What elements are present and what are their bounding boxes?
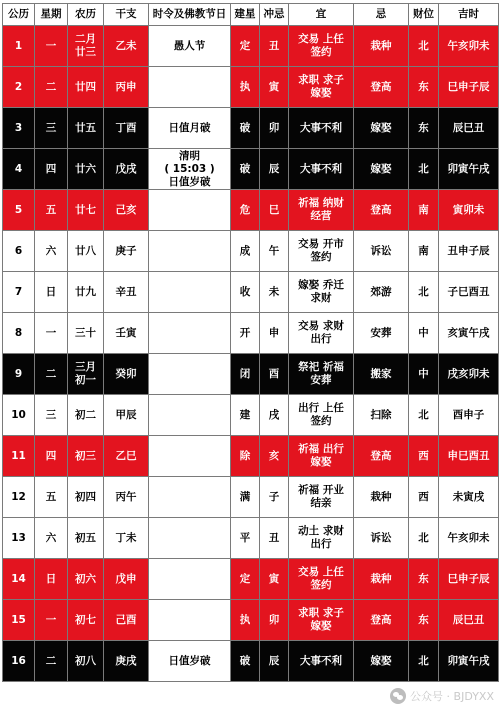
weekday-cell: 三 <box>35 108 68 149</box>
caiwei-cell: 北 <box>409 26 439 67</box>
chongji-cell: 寅 <box>260 559 289 600</box>
jishi-cell: 酉申子 <box>439 395 499 436</box>
weekday-cell: 六 <box>35 231 68 272</box>
ji-cell: 郊游 <box>354 272 409 313</box>
ji-cell: 登高 <box>354 600 409 641</box>
jianxing-cell: 破 <box>231 108 260 149</box>
chongji-cell: 未 <box>260 272 289 313</box>
weekday-cell: 一 <box>35 26 68 67</box>
ganzhi-cell: 甲辰 <box>104 395 149 436</box>
weekday-cell: 五 <box>35 477 68 518</box>
table-row <box>3 641 499 682</box>
ganzhi-cell: 辛丑 <box>104 272 149 313</box>
yi-cell: 求职 求子 嫁娶 <box>289 67 354 108</box>
ji-cell: 安葬 <box>354 313 409 354</box>
chongji-cell: 巳 <box>260 190 289 231</box>
date-cell: 8 <box>3 313 35 354</box>
jianxing-cell: 成 <box>231 231 260 272</box>
caiwei-cell: 北 <box>409 149 439 190</box>
column-header: 吉时 <box>439 4 499 26</box>
weekday-cell: 日 <box>35 559 68 600</box>
caiwei-cell: 北 <box>409 272 439 313</box>
weekday-cell: 二 <box>35 641 68 682</box>
ji-cell: 扫除 <box>354 395 409 436</box>
column-header: 星期 <box>35 4 68 26</box>
chongji-cell: 酉 <box>260 354 289 395</box>
ji-cell: 栽种 <box>354 26 409 67</box>
ganzhi-cell: 戊申 <box>104 559 149 600</box>
table-row <box>3 436 499 477</box>
lunar-cell: 二月 廿三 <box>68 26 104 67</box>
jianxing-cell: 除 <box>231 436 260 477</box>
festival-cell <box>149 559 231 600</box>
date-cell: 7 <box>3 272 35 313</box>
ganzhi-cell: 丁未 <box>104 518 149 559</box>
jianxing-cell: 建 <box>231 395 260 436</box>
jishi-cell: 辰巳丑 <box>439 600 499 641</box>
festival-cell <box>149 190 231 231</box>
weekday-cell: 六 <box>35 518 68 559</box>
column-header: 财位 <box>409 4 439 26</box>
column-header: 时令及佛教节日 <box>149 4 231 26</box>
jianxing-cell: 危 <box>231 190 260 231</box>
jianxing-cell: 平 <box>231 518 260 559</box>
weekday-cell: 四 <box>35 436 68 477</box>
table-row <box>3 272 499 313</box>
date-cell: 4 <box>3 149 35 190</box>
column-header: 农历 <box>68 4 104 26</box>
caiwei-cell: 中 <box>409 354 439 395</box>
jishi-cell: 午亥卯未 <box>439 518 499 559</box>
weekday-cell: 四 <box>35 149 68 190</box>
festival-cell <box>149 67 231 108</box>
caiwei-cell: 中 <box>409 313 439 354</box>
ganzhi-cell: 己酉 <box>104 600 149 641</box>
ji-cell: 嫁娶 <box>354 108 409 149</box>
yi-cell: 祈福 纳财 经营 <box>289 190 354 231</box>
watermark-text: 公众号 · BJDYXX <box>410 690 494 703</box>
festival-cell <box>149 395 231 436</box>
column-header: 冲忌 <box>260 4 289 26</box>
jianxing-cell: 开 <box>231 313 260 354</box>
festival-cell <box>149 313 231 354</box>
lunar-cell: 三月 初一 <box>68 354 104 395</box>
jianxing-cell: 破 <box>231 641 260 682</box>
table-row <box>3 559 499 600</box>
caiwei-cell: 南 <box>409 190 439 231</box>
ganzhi-cell: 戊戌 <box>104 149 149 190</box>
jianxing-cell: 破 <box>231 149 260 190</box>
table-row <box>3 149 499 190</box>
yi-cell: 交易 开市 签约 <box>289 231 354 272</box>
table-row <box>3 67 499 108</box>
chongji-cell: 子 <box>260 477 289 518</box>
ji-cell: 登高 <box>354 67 409 108</box>
date-cell: 5 <box>3 190 35 231</box>
jishi-cell: 子巳酉丑 <box>439 272 499 313</box>
jishi-cell: 戌亥卯未 <box>439 354 499 395</box>
jishi-cell: 未寅戌 <box>439 477 499 518</box>
yi-cell: 祭祀 祈福 安葬 <box>289 354 354 395</box>
date-cell: 2 <box>3 67 35 108</box>
weekday-cell: 五 <box>35 190 68 231</box>
ganzhi-cell: 壬寅 <box>104 313 149 354</box>
weekday-cell: 二 <box>35 67 68 108</box>
ganzhi-cell: 癸卯 <box>104 354 149 395</box>
date-cell: 6 <box>3 231 35 272</box>
jishi-cell: 巳申子辰 <box>439 559 499 600</box>
ji-cell: 嫁娶 <box>354 641 409 682</box>
calendar-table <box>2 3 499 682</box>
jianxing-cell: 定 <box>231 26 260 67</box>
table-row <box>3 190 499 231</box>
column-header: 干支 <box>104 4 149 26</box>
lunar-cell: 廿七 <box>68 190 104 231</box>
jianxing-cell: 闭 <box>231 354 260 395</box>
ganzhi-cell: 己亥 <box>104 190 149 231</box>
table-row <box>3 600 499 641</box>
jishi-cell: 辰巳丑 <box>439 108 499 149</box>
yi-cell: 动土 求财 出行 <box>289 518 354 559</box>
yi-cell: 出行 上任 签约 <box>289 395 354 436</box>
date-cell: 10 <box>3 395 35 436</box>
lunar-cell: 廿六 <box>68 149 104 190</box>
table-row <box>3 26 499 67</box>
festival-cell <box>149 272 231 313</box>
header-row <box>3 4 499 26</box>
table-row <box>3 231 499 272</box>
ganzhi-cell: 丙申 <box>104 67 149 108</box>
caiwei-cell: 北 <box>409 518 439 559</box>
lunar-cell: 初二 <box>68 395 104 436</box>
chongji-cell: 寅 <box>260 67 289 108</box>
date-cell: 11 <box>3 436 35 477</box>
date-cell: 13 <box>3 518 35 559</box>
festival-cell: 清明 ( 15:03 ) 日值岁破 <box>149 149 231 190</box>
table-row <box>3 313 499 354</box>
chongji-cell: 丑 <box>260 26 289 67</box>
jianxing-cell: 收 <box>231 272 260 313</box>
lunar-cell: 初六 <box>68 559 104 600</box>
ganzhi-cell: 丙午 <box>104 477 149 518</box>
jishi-cell: 卯寅午戌 <box>439 149 499 190</box>
caiwei-cell: 南 <box>409 231 439 272</box>
ganzhi-cell: 丁酉 <box>104 108 149 149</box>
column-header: 忌 <box>354 4 409 26</box>
chongji-cell: 亥 <box>260 436 289 477</box>
date-cell: 14 <box>3 559 35 600</box>
jishi-cell: 申巳酉丑 <box>439 436 499 477</box>
festival-cell: 愚人节 <box>149 26 231 67</box>
ji-cell: 栽种 <box>354 559 409 600</box>
festival-cell: 日值岁破 <box>149 641 231 682</box>
chongji-cell: 辰 <box>260 641 289 682</box>
yi-cell: 交易 求财 出行 <box>289 313 354 354</box>
weekday-cell: 三 <box>35 395 68 436</box>
ganzhi-cell: 乙未 <box>104 26 149 67</box>
yi-cell: 交易 上任 签约 <box>289 26 354 67</box>
jianxing-cell: 执 <box>231 600 260 641</box>
ji-cell: 登高 <box>354 190 409 231</box>
caiwei-cell: 北 <box>409 641 439 682</box>
ji-cell: 诉讼 <box>354 231 409 272</box>
caiwei-cell: 东 <box>409 67 439 108</box>
jianxing-cell: 定 <box>231 559 260 600</box>
chongji-cell: 申 <box>260 313 289 354</box>
lunar-cell: 初七 <box>68 600 104 641</box>
lunar-cell: 廿五 <box>68 108 104 149</box>
lunar-cell: 廿九 <box>68 272 104 313</box>
weekday-cell: 一 <box>35 600 68 641</box>
lunar-cell: 初四 <box>68 477 104 518</box>
caiwei-cell: 东 <box>409 559 439 600</box>
ji-cell: 诉讼 <box>354 518 409 559</box>
caiwei-cell: 东 <box>409 108 439 149</box>
caiwei-cell: 北 <box>409 395 439 436</box>
wechat-icon <box>390 688 406 704</box>
date-cell: 9 <box>3 354 35 395</box>
ganzhi-cell: 乙巳 <box>104 436 149 477</box>
yi-cell: 大事不利 <box>289 641 354 682</box>
festival-cell <box>149 518 231 559</box>
lunar-cell: 初三 <box>68 436 104 477</box>
yi-cell: 交易 上任 签约 <box>289 559 354 600</box>
festival-cell <box>149 436 231 477</box>
weekday-cell: 日 <box>35 272 68 313</box>
table-row <box>3 108 499 149</box>
lunar-cell: 初八 <box>68 641 104 682</box>
yi-cell: 大事不利 <box>289 108 354 149</box>
watermark <box>390 688 494 704</box>
jianxing-cell: 执 <box>231 67 260 108</box>
chongji-cell: 戌 <box>260 395 289 436</box>
table-row <box>3 477 499 518</box>
table-row <box>3 354 499 395</box>
festival-cell: 日值月破 <box>149 108 231 149</box>
ji-cell: 栽种 <box>354 477 409 518</box>
column-header: 建星 <box>231 4 260 26</box>
caiwei-cell: 东 <box>409 600 439 641</box>
festival-cell <box>149 354 231 395</box>
caiwei-cell: 西 <box>409 436 439 477</box>
lunar-cell: 廿四 <box>68 67 104 108</box>
column-header: 宜 <box>289 4 354 26</box>
chongji-cell: 辰 <box>260 149 289 190</box>
weekday-cell: 一 <box>35 313 68 354</box>
chongji-cell: 丑 <box>260 518 289 559</box>
lunar-cell: 三十 <box>68 313 104 354</box>
calendar-body <box>3 26 499 682</box>
weekday-cell: 二 <box>35 354 68 395</box>
date-cell: 1 <box>3 26 35 67</box>
jishi-cell: 卯寅午戌 <box>439 641 499 682</box>
festival-cell <box>149 600 231 641</box>
festival-cell <box>149 231 231 272</box>
yi-cell: 求职 求子 嫁娶 <box>289 600 354 641</box>
ji-cell: 搬家 <box>354 354 409 395</box>
jishi-cell: 亥寅午戌 <box>439 313 499 354</box>
ji-cell: 嫁娶 <box>354 149 409 190</box>
table-row <box>3 395 499 436</box>
ganzhi-cell: 庚戌 <box>104 641 149 682</box>
chongji-cell: 午 <box>260 231 289 272</box>
jishi-cell: 寅卯未 <box>439 190 499 231</box>
ganzhi-cell: 庚子 <box>104 231 149 272</box>
jishi-cell: 巳申子辰 <box>439 67 499 108</box>
jianxing-cell: 满 <box>231 477 260 518</box>
chongji-cell: 卯 <box>260 108 289 149</box>
yi-cell: 大事不利 <box>289 149 354 190</box>
caiwei-cell: 西 <box>409 477 439 518</box>
date-cell: 15 <box>3 600 35 641</box>
date-cell: 16 <box>3 641 35 682</box>
table-row <box>3 518 499 559</box>
jishi-cell: 午亥卯未 <box>439 26 499 67</box>
chongji-cell: 卯 <box>260 600 289 641</box>
date-cell: 3 <box>3 108 35 149</box>
yi-cell: 祈福 开业 结亲 <box>289 477 354 518</box>
yi-cell: 嫁娶 乔迁 求财 <box>289 272 354 313</box>
date-cell: 12 <box>3 477 35 518</box>
lunar-cell: 初五 <box>68 518 104 559</box>
jishi-cell: 丑申子辰 <box>439 231 499 272</box>
ji-cell: 登高 <box>354 436 409 477</box>
lunar-cell: 廿八 <box>68 231 104 272</box>
festival-cell <box>149 477 231 518</box>
column-header: 公历 <box>3 4 35 26</box>
yi-cell: 祈福 出行 嫁娶 <box>289 436 354 477</box>
